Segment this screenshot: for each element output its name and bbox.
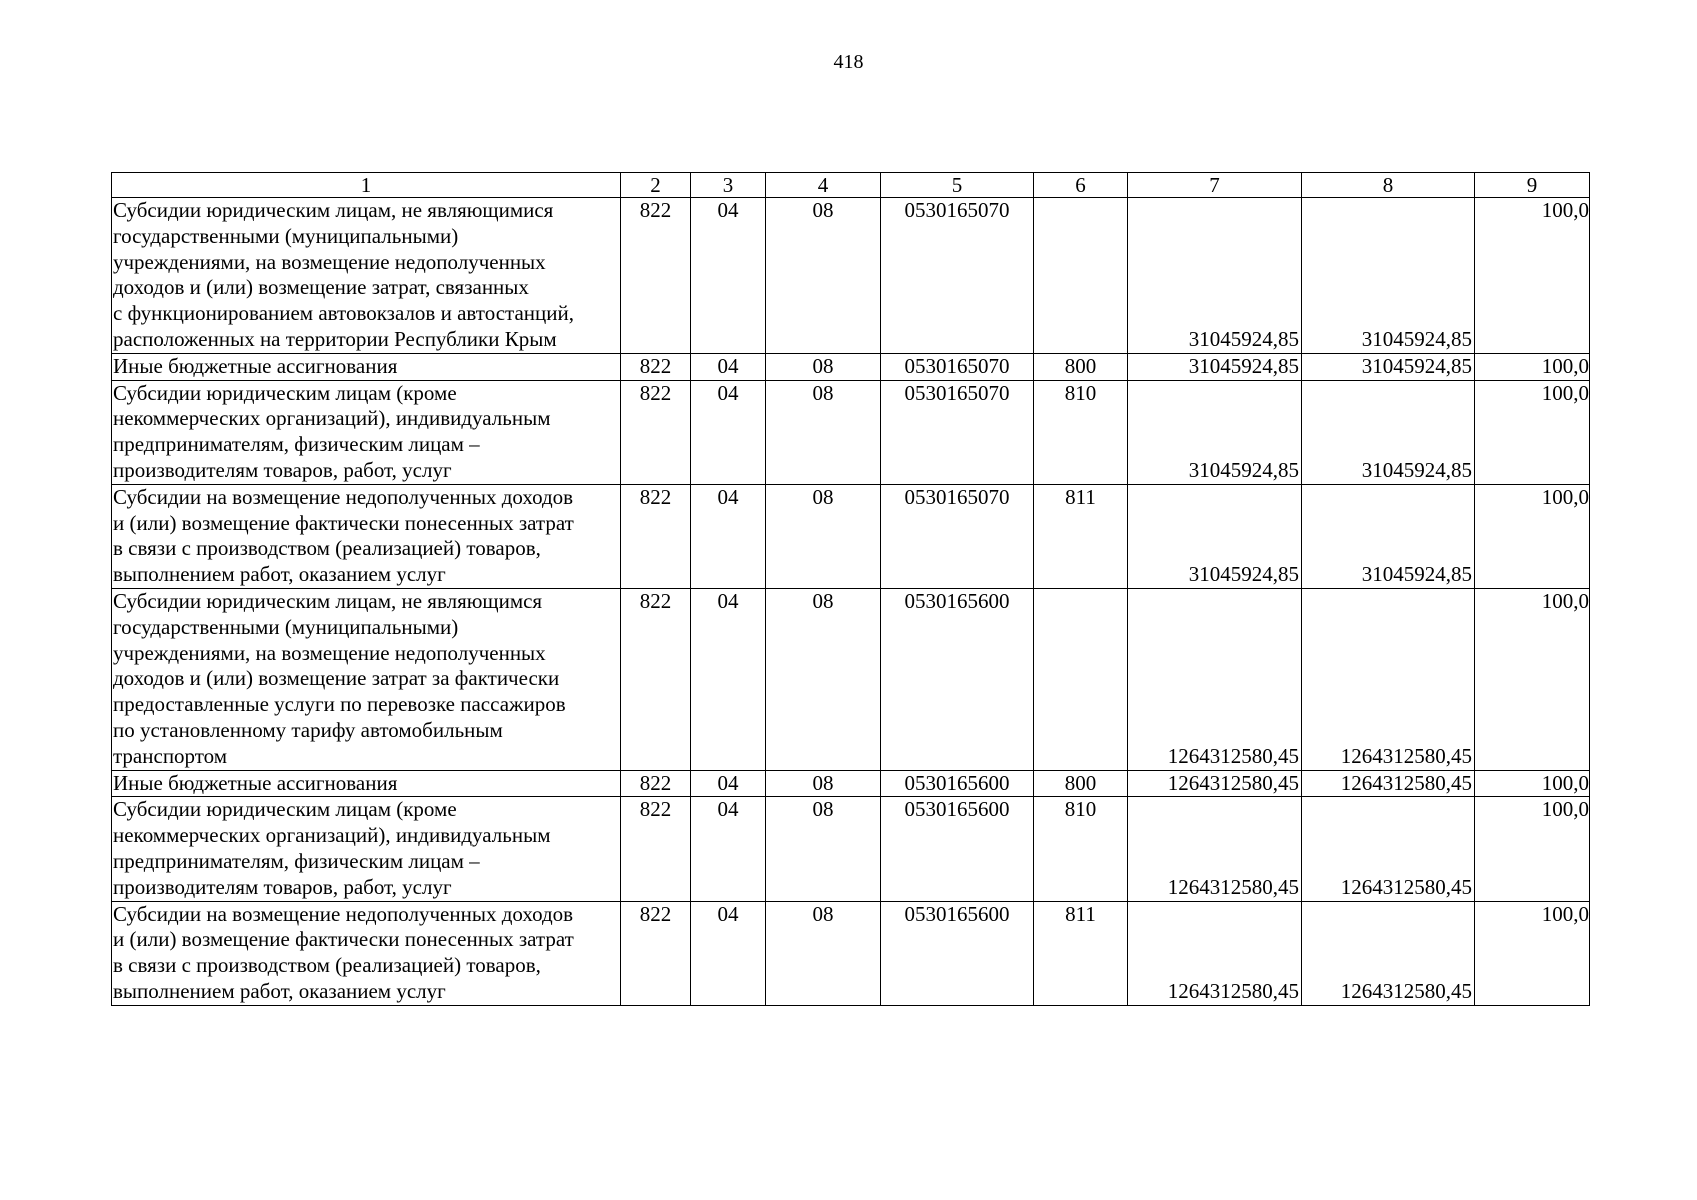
section-code: 04 bbox=[691, 380, 766, 484]
section-code: 04 bbox=[691, 797, 766, 901]
subsection-code: 08 bbox=[766, 380, 881, 484]
plan-amount: 1264312580,45 bbox=[1128, 901, 1302, 1005]
grbs-code: 822 bbox=[621, 770, 691, 797]
target-article-code: 0530165070 bbox=[881, 484, 1034, 588]
table-row bbox=[112, 797, 1590, 901]
subsection-code: 08 bbox=[766, 797, 881, 901]
expense-name: Субсидии юридическим лицам (кроме некоммерческих организаций), индивидуальным предпринимателям, физическим лицам – производителям товаров, работ, услуг bbox=[112, 380, 621, 484]
budget-table bbox=[111, 172, 1590, 1006]
expense-name: Субсидии юридическим лицам, не являющимся государственными (муниципальными) учреждениями, на возмещение недополученных доходов и (или) возмещение затрат за фактически предоставленные услуги по перевозке пассажиров по установленному тарифу автомобильным транспортом bbox=[112, 588, 621, 770]
grbs-code: 822 bbox=[621, 380, 691, 484]
executed-amount: 31045924,85 bbox=[1302, 353, 1475, 380]
column-header: 3 bbox=[691, 173, 766, 198]
table-row bbox=[112, 198, 1590, 354]
target-article-code: 0530165600 bbox=[881, 770, 1034, 797]
section-code: 04 bbox=[691, 198, 766, 354]
section-code: 04 bbox=[691, 588, 766, 770]
plan-amount: 31045924,85 bbox=[1128, 484, 1302, 588]
executed-amount: 31045924,85 bbox=[1302, 380, 1475, 484]
plan-amount: 31045924,85 bbox=[1128, 198, 1302, 354]
execution-percent: 100,0 bbox=[1475, 588, 1590, 770]
execution-percent: 100,0 bbox=[1475, 797, 1590, 901]
expense-type-code bbox=[1034, 198, 1128, 354]
section-code: 04 bbox=[691, 353, 766, 380]
column-header: 8 bbox=[1302, 173, 1475, 198]
subsection-code: 08 bbox=[766, 353, 881, 380]
column-header: 9 bbox=[1475, 173, 1590, 198]
table-row bbox=[112, 484, 1590, 588]
grbs-code: 822 bbox=[621, 588, 691, 770]
page-number: 418 bbox=[833, 51, 864, 73]
section-code: 04 bbox=[691, 901, 766, 1005]
target-article-code: 0530165600 bbox=[881, 901, 1034, 1005]
execution-percent: 100,0 bbox=[1475, 353, 1590, 380]
grbs-code: 822 bbox=[621, 198, 691, 354]
execution-percent: 100,0 bbox=[1475, 770, 1590, 797]
column-header: 7 bbox=[1128, 173, 1302, 198]
executed-amount: 31045924,85 bbox=[1302, 484, 1475, 588]
grbs-code: 822 bbox=[621, 484, 691, 588]
expense-type-code: 810 bbox=[1034, 380, 1128, 484]
table-row bbox=[112, 588, 1590, 770]
plan-amount: 1264312580,45 bbox=[1128, 770, 1302, 797]
expense-type-code: 800 bbox=[1034, 353, 1128, 380]
target-article-code: 0530165600 bbox=[881, 588, 1034, 770]
execution-percent: 100,0 bbox=[1475, 901, 1590, 1005]
expense-name: Субсидии на возмещение недополученных доходов и (или) возмещение фактически понесенных затрат в связи с производством (реализацией) товаров, выполнением работ, оказанием услуг bbox=[112, 484, 621, 588]
expense-type-code bbox=[1034, 588, 1128, 770]
plan-amount: 31045924,85 bbox=[1128, 353, 1302, 380]
grbs-code: 822 bbox=[621, 353, 691, 380]
subsection-code: 08 bbox=[766, 588, 881, 770]
section-code: 04 bbox=[691, 484, 766, 588]
table-row bbox=[112, 353, 1590, 380]
executed-amount: 1264312580,45 bbox=[1302, 901, 1475, 1005]
execution-percent: 100,0 bbox=[1475, 198, 1590, 354]
expense-name: Субсидии юридическим лицам (кроме некоммерческих организаций), индивидуальным предпринимателям, физическим лицам – производителям товаров, работ, услуг bbox=[112, 797, 621, 901]
executed-amount: 1264312580,45 bbox=[1302, 588, 1475, 770]
expense-name: Иные бюджетные ассигнования bbox=[112, 353, 621, 380]
table-row bbox=[112, 380, 1590, 484]
grbs-code: 822 bbox=[621, 901, 691, 1005]
plan-amount: 31045924,85 bbox=[1128, 380, 1302, 484]
expense-type-code: 810 bbox=[1034, 797, 1128, 901]
column-header: 6 bbox=[1034, 173, 1128, 198]
executed-amount: 1264312580,45 bbox=[1302, 770, 1475, 797]
target-article-code: 0530165600 bbox=[881, 797, 1034, 901]
expense-name: Субсидии юридическим лицам, не являющимися государственными (муниципальными) учреждениями, на возмещение недополученных доходов и (или) возмещение затрат, связанных с функционированием автовокзалов и автостанций, расположенных на территории Республики Крым bbox=[112, 198, 621, 354]
execution-percent: 100,0 bbox=[1475, 484, 1590, 588]
column-number-row bbox=[112, 173, 1590, 198]
column-header: 5 bbox=[881, 173, 1034, 198]
table-row bbox=[112, 901, 1590, 1005]
target-article-code: 0530165070 bbox=[881, 380, 1034, 484]
subsection-code: 08 bbox=[766, 484, 881, 588]
executed-amount: 1264312580,45 bbox=[1302, 797, 1475, 901]
expense-type-code: 811 bbox=[1034, 484, 1128, 588]
column-header: 4 bbox=[766, 173, 881, 198]
expense-name: Субсидии на возмещение недополученных доходов и (или) возмещение фактически понесенных затрат в связи с производством (реализацией) товаров, выполнением работ, оказанием услуг bbox=[112, 901, 621, 1005]
expense-type-code: 811 bbox=[1034, 901, 1128, 1005]
target-article-code: 0530165070 bbox=[881, 198, 1034, 354]
target-article-code: 0530165070 bbox=[881, 353, 1034, 380]
grbs-code: 822 bbox=[621, 797, 691, 901]
expense-name: Иные бюджетные ассигнования bbox=[112, 770, 621, 797]
subsection-code: 08 bbox=[766, 198, 881, 354]
plan-amount: 1264312580,45 bbox=[1128, 797, 1302, 901]
column-header: 1 bbox=[112, 173, 621, 198]
expense-type-code: 800 bbox=[1034, 770, 1128, 797]
section-code: 04 bbox=[691, 770, 766, 797]
subsection-code: 08 bbox=[766, 770, 881, 797]
table-row bbox=[112, 770, 1590, 797]
column-header: 2 bbox=[621, 173, 691, 198]
execution-percent: 100,0 bbox=[1475, 380, 1590, 484]
plan-amount: 1264312580,45 bbox=[1128, 588, 1302, 770]
executed-amount: 31045924,85 bbox=[1302, 198, 1475, 354]
subsection-code: 08 bbox=[766, 901, 881, 1005]
